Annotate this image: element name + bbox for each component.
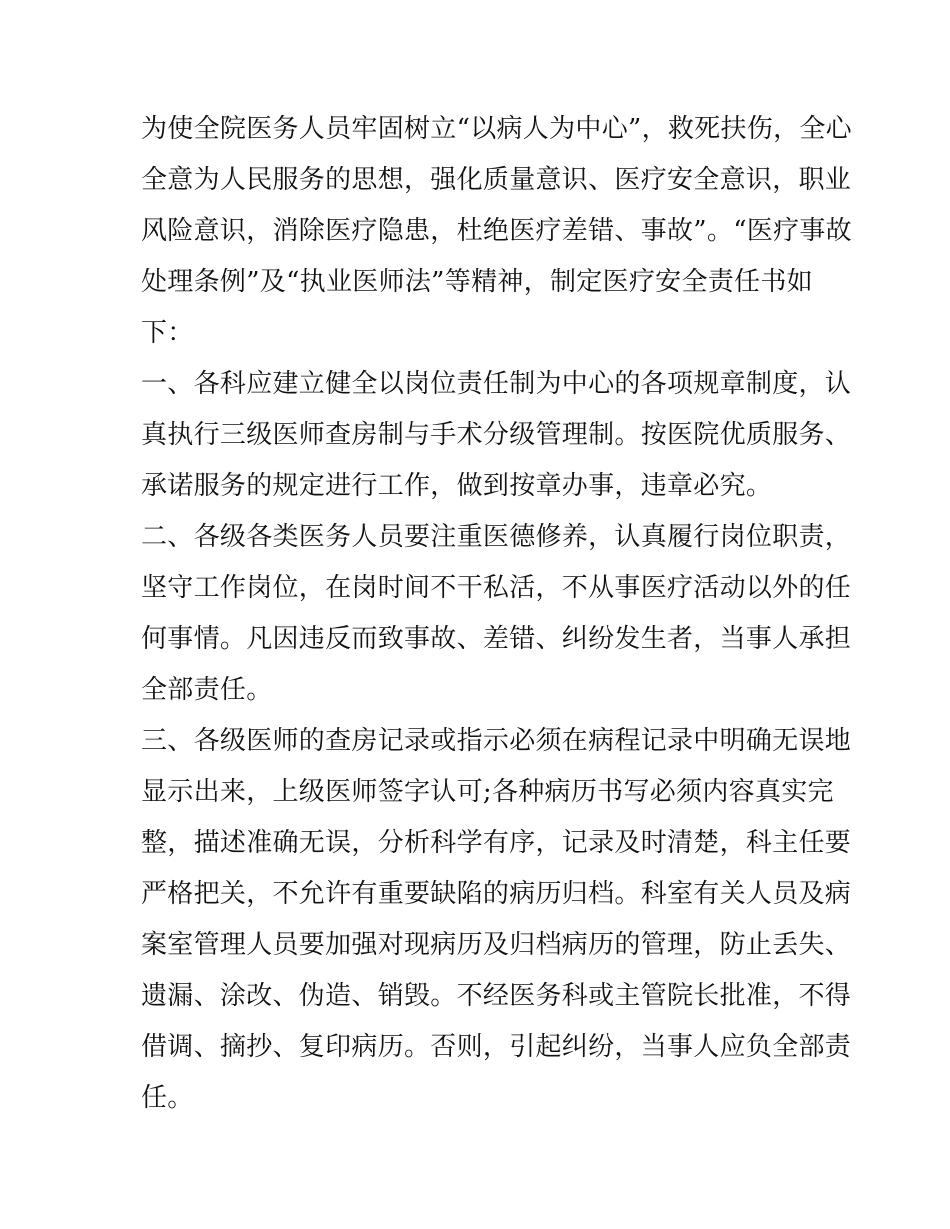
text-line-item3-6: 遗漏、涂改、伪造、销毁。不经医务科或主管院长批准，不得 [141,981,852,1011]
text-line-item3-5: 案室管理人员要加强对现病历及归档病历的管理，防止丢失、 [141,930,852,960]
text-line-item2-4: 全部责任。 [141,675,273,705]
text-line-intro-1: 为使全院医务人员牢固树立“以病人为中心”，救死扶伤，全心 [141,114,852,144]
text-line-item3-2: 显示出来，上级医师签字认可;各种病历书写必须内容真实完 [141,777,834,807]
text-line-item3-1: 三、各级医师的查房记录或指示必须在病程记录中明确无误地 [141,726,852,756]
text-line-item2-3: 何事情。凡因违反而致事故、差错、纠纷发生者，当事人承担 [141,624,852,654]
text-line-item1-2: 真执行三级医师查房制与手术分级管理制。按医院优质服务、 [141,420,852,450]
text-line-intro-2: 全意为人民服务的思想，强化质量意识、医疗安全意识，职业 [141,165,852,195]
text-line-item3-4: 严格把关，不允许有重要缺陷的病历归档。科室有关人员及病 [141,879,852,909]
text-line-intro-5: 下： [141,318,194,348]
text-line-item3-8: 任。 [141,1083,194,1113]
text-line-intro-4: 处理条例”及“执业医师法”等精神，制定医疗安全责任书如 [141,267,813,297]
text-line-item2-2: 坚守工作岗位，在岗时间不干私活，不从事医疗活动以外的任 [141,573,852,603]
text-line-item2-1: 二、各级各类医务人员要注重医德修养，认真履行岗位职责， [141,522,852,552]
text-line-item1-3: 承诺服务的规定进行工作，做到按章办事，违章必究。 [141,471,773,501]
text-line-item3-3: 整，描述准确无误，分析科学有序，记录及时清楚，科主任要 [141,828,852,858]
document-body [141,104,852,1124]
text-line-item3-7: 借调、摘抄、复印病历。否则，引起纠纷，当事人应负全部责 [141,1032,852,1062]
text-line-intro-3: 风险意识，消除医疗隐患，杜绝医疗差错、事故”。“医疗事故 [141,216,852,246]
text-line-item1-1: 一、各科应建立健全以岗位责任制为中心的各项规章制度，认 [141,369,852,399]
